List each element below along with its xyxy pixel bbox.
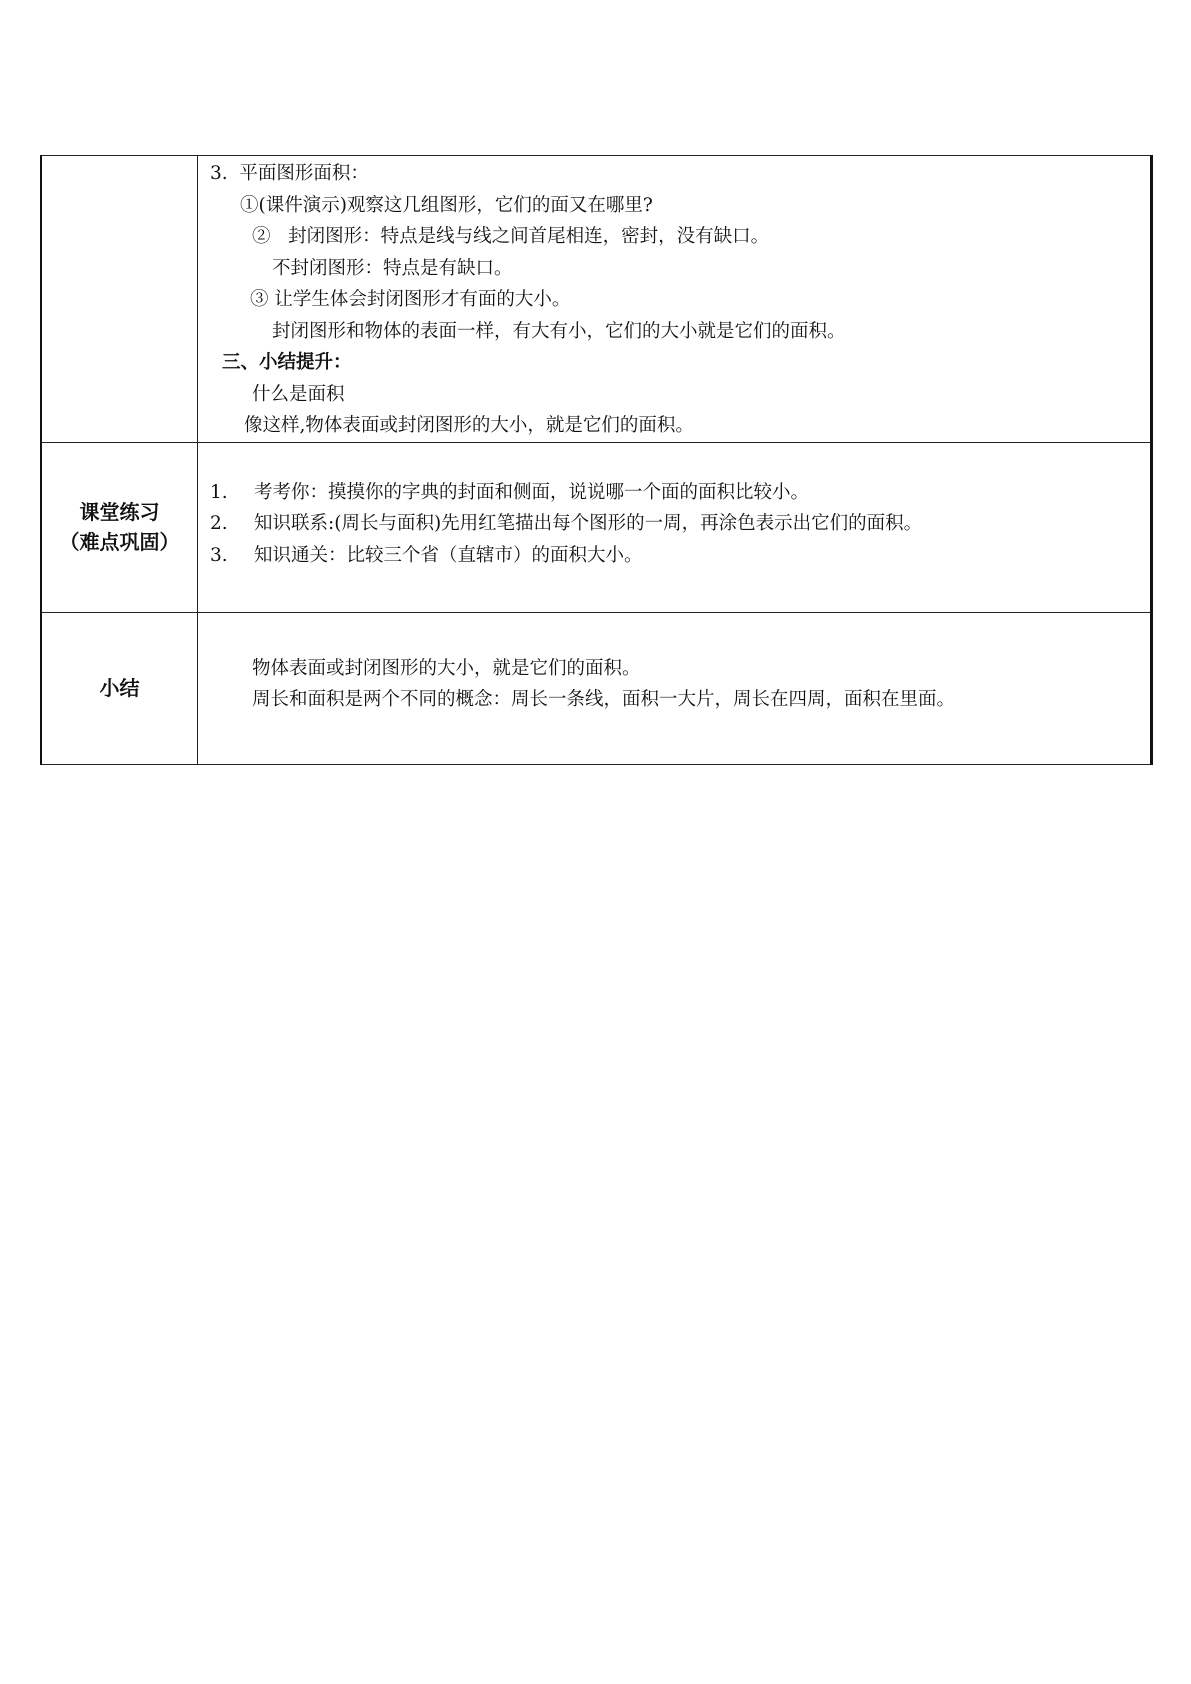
table-row-classroom-practice (41, 442, 1152, 612)
content-line: ③ 让学生体会封闭图形才有面的大小。 (250, 289, 571, 310)
content-line: ② 封闭图形：特点是线与线之间首尾相连，密封，没有缺口。 (252, 226, 770, 247)
item-text: 考考你：摸摸你的字典的封面和侧面，说说哪一个面的面积比较小。 (254, 481, 810, 503)
list-item (198, 477, 1150, 509)
table-row-teaching-process (41, 156, 1152, 443)
content-line: 周长和面积是两个不同的概念：周长一条线，面积一大片，周长在四周，面积在里面。 (252, 689, 956, 710)
summary-cell (198, 612, 1152, 764)
item-text: 知识通关：比较三个省（直辖市）的面积大小。 (254, 544, 643, 566)
item-number: 1. (210, 481, 228, 503)
section-heading: 三、小结提升： (222, 352, 352, 373)
row-label-summary: 小结 (41, 612, 198, 764)
content-line: 不封闭图形：特点是有缺口。 (272, 257, 513, 279)
label-line: 课堂练习 (79, 500, 160, 524)
item-text: 知识联系:(周长与面积)先用红笔描出每个图形的一周，再涂色表示出它们的面积。 (254, 513, 923, 534)
content-line: 封闭图形和物体的表面一样，有大有小，它们的大小就是它们的面积。 (272, 320, 846, 342)
row-label-empty (41, 156, 198, 443)
content-line: 3. 平面图形面积： (210, 163, 369, 184)
lesson-plan-table (40, 155, 1153, 765)
content-line: ①(课件演示)观察这几组图形，它们的面又在哪里? (240, 194, 653, 216)
item-number: 2. (210, 513, 228, 534)
content-line: 什么是面积 (252, 383, 345, 405)
list-item (198, 508, 1150, 540)
classroom-practice-cell (198, 442, 1152, 612)
list-item (198, 540, 1150, 572)
row-label-classroom-practice (41, 442, 198, 612)
teaching-process-cell (198, 156, 1152, 443)
content-line: 物体表面或封闭图形的大小，就是它们的面积。 (252, 657, 641, 679)
label-line: （难点巩固） (59, 530, 180, 554)
content-line: 像这样,物体表面或封闭图形的大小，就是它们的面积。 (244, 415, 694, 436)
table-row-summary (41, 612, 1152, 764)
item-number: 3. (210, 544, 228, 566)
